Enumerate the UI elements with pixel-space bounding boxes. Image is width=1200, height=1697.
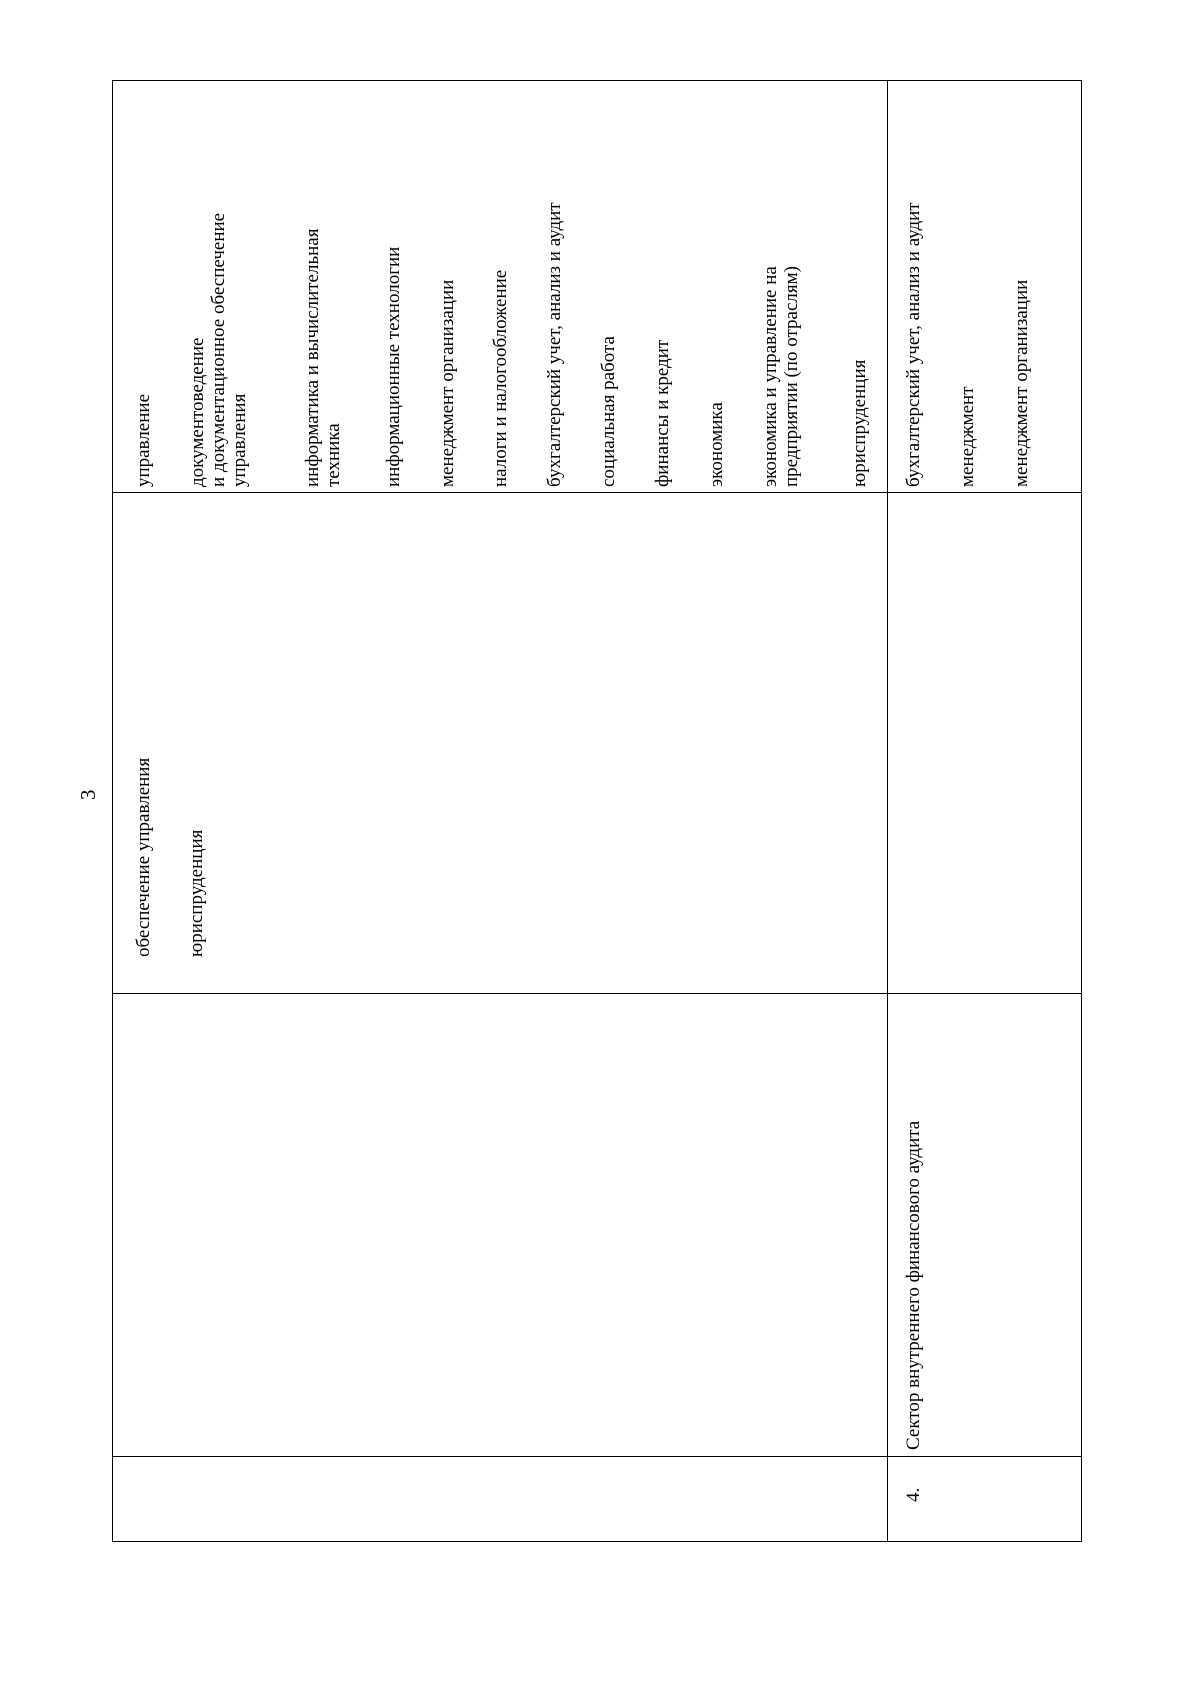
column-divider-base — [112, 993, 1082, 994]
equivalent-specialty: финансы и кредит — [652, 339, 673, 487]
row-divider — [887, 80, 888, 1542]
equivalent-specialty: документоведение и документационное обеспечение управления — [187, 212, 250, 487]
row-number: 4. — [903, 1487, 924, 1502]
equivalent-specialty: менеджмент организации — [437, 279, 458, 487]
qualification-table — [112, 80, 1082, 1542]
page-number: 3 — [76, 789, 100, 800]
equivalent-specialty: управление — [133, 393, 154, 487]
base-specialty: обеспечение управления — [133, 757, 154, 957]
equivalent-specialty: социальная работа — [598, 336, 619, 487]
equivalent-specialty: информатика и вычислительная техника — [302, 228, 344, 487]
equivalent-specialty: бухгалтерский учет, анализ и аудит — [903, 202, 924, 487]
equivalent-specialty: менеджмент организации — [1011, 279, 1032, 487]
column-divider-number — [112, 1456, 1082, 1457]
equivalent-specialty: экономика — [706, 402, 727, 487]
column-divider-equivalent — [112, 492, 1082, 493]
equivalent-specialty: юриспруденция — [849, 359, 870, 487]
equivalent-specialty: экономика и управление на предприятии (по отраслям) — [760, 266, 802, 487]
base-specialty: юриспруденция — [186, 829, 207, 957]
equivalent-specialty: налоги и налогообложение — [490, 269, 511, 487]
equivalent-specialty: информационные технологии — [383, 246, 404, 487]
equivalent-specialty: менеджмент — [957, 386, 978, 487]
equivalent-specialty: бухгалтерский учет, анализ и аудит — [544, 202, 565, 487]
department-name: Сектор внутреннего финансового аудита — [903, 1120, 924, 1450]
